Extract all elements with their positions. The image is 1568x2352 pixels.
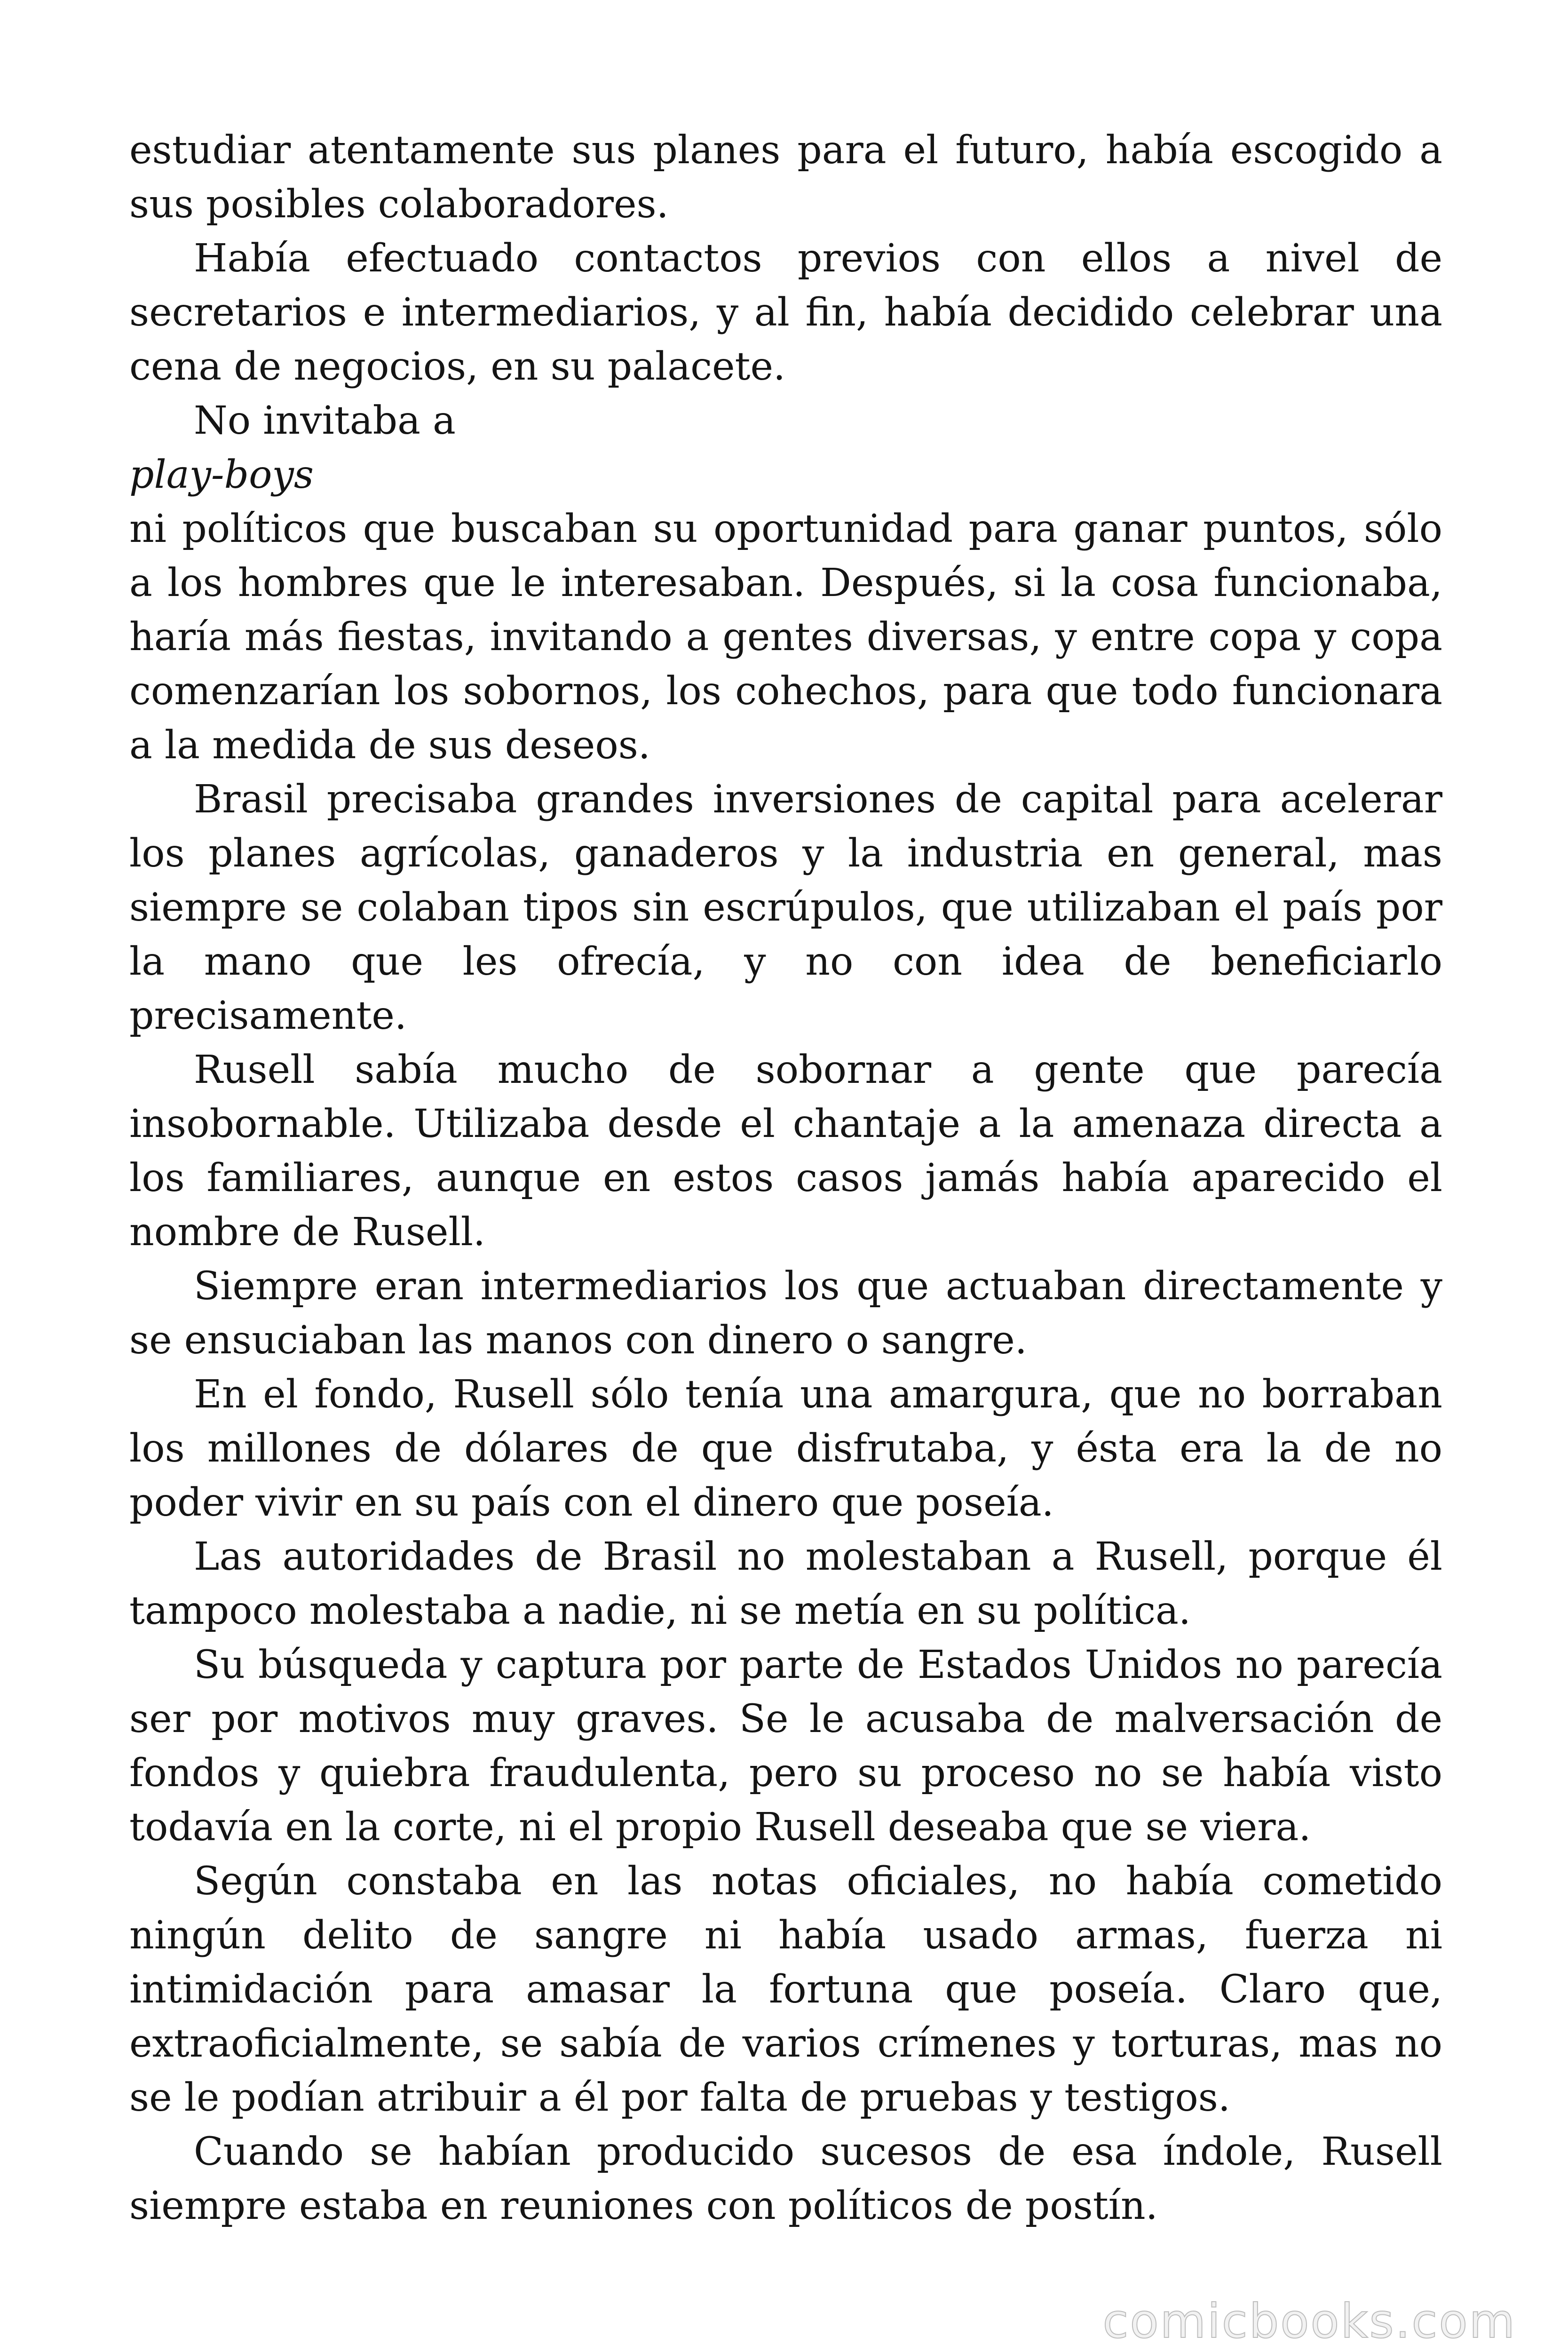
page-body — [129, 123, 1442, 2233]
watermark-logo: comicbooks.com — [1102, 2294, 1516, 2349]
paragraph-busqueda: Su búsqueda y captura por parte de Estados Unidos no parecía ser por motivos muy graves. Se le acusaba de malversación de fondos y quiebra fraudulenta, pero su proceso no se había visto todavía en la corte, ni el propio Rusell deseaba que se viera. — [129, 1643, 1442, 1850]
italic-term-play-boys: play-boys — [129, 453, 314, 497]
paragraph-continuation: estudiar atentamente sus planes para el futuro, había escogido a sus posibles colaboradores. — [129, 128, 1442, 227]
paragraph-politicos: ni políticos que buscaban su oportunidad para ganar puntos, sólo a los hombres que le interesaban. Después, si la cosa funcionaba, haría más fiestas, invitando a gentes diversas, y entre copa y copa comenzarían los sobornos, los cohechos, para que todo funcionara a la medida de sus deseos. — [129, 507, 1442, 768]
paragraph-notas-oficiales: Según constaba en las notas oficiales, no había cometido ningún delito de sangre ni había usado armas, fuerza ni intimidación para amasar la fortuna que poseía. Claro que, extraoficialmente, se sabía de varios crímenes y torturas, mas no se le podían atribuir a él por falta de pruebas y testigos. — [129, 1859, 1442, 2120]
paragraph-intermediarios: Siempre eran intermediarios los que actuaban directamente y se ensuciaban las manos con dinero o sangre. — [129, 1264, 1442, 1363]
paragraph-amargura: En el fondo, Rusell sólo tenía una amargura, que no borraban los millones de dólares de que disfrutaba, y ésta era la de no poder vivir en su país con el dinero que poseía. — [129, 1372, 1442, 1525]
paragraph-sucesos: Cuando se habían producido sucesos de esa índole, Rusell siempre estaba en reuniones con políticos de postín. — [129, 2130, 1442, 2228]
paragraph-brasil-inversiones: Brasil precisaba grandes inversiones de capital para acelerar los planes agrícolas, ganaderos y la industria en general, mas siempre se colaban tipos sin escrúpulos, que utilizaban el país por la mano que les ofrecía, y no con idea de beneficiarlo precisamente. — [129, 777, 1442, 1038]
paragraph-contacts: Había efectuado contactos previos con ellos a nivel de secretarios e intermediarios, y al fin, había decidido celebrar una cena de negocios, en su palacete. — [129, 236, 1442, 389]
paragraph-no-invitaba: No invitaba a — [194, 398, 456, 443]
paragraph-sobornar: Rusell sabía mucho de sobornar a gente que parecía insobornable. Utilizaba desde el chantaje a la amenaza directa a los familiares, aunque en estos casos jamás había aparecido el nombre de Rusell. — [129, 1048, 1442, 1255]
paragraph-autoridades: Las autoridades de Brasil no molestaban a Rusell, porque él tampoco molestaba a nadie, ni se metía en su política. — [129, 1534, 1442, 1633]
